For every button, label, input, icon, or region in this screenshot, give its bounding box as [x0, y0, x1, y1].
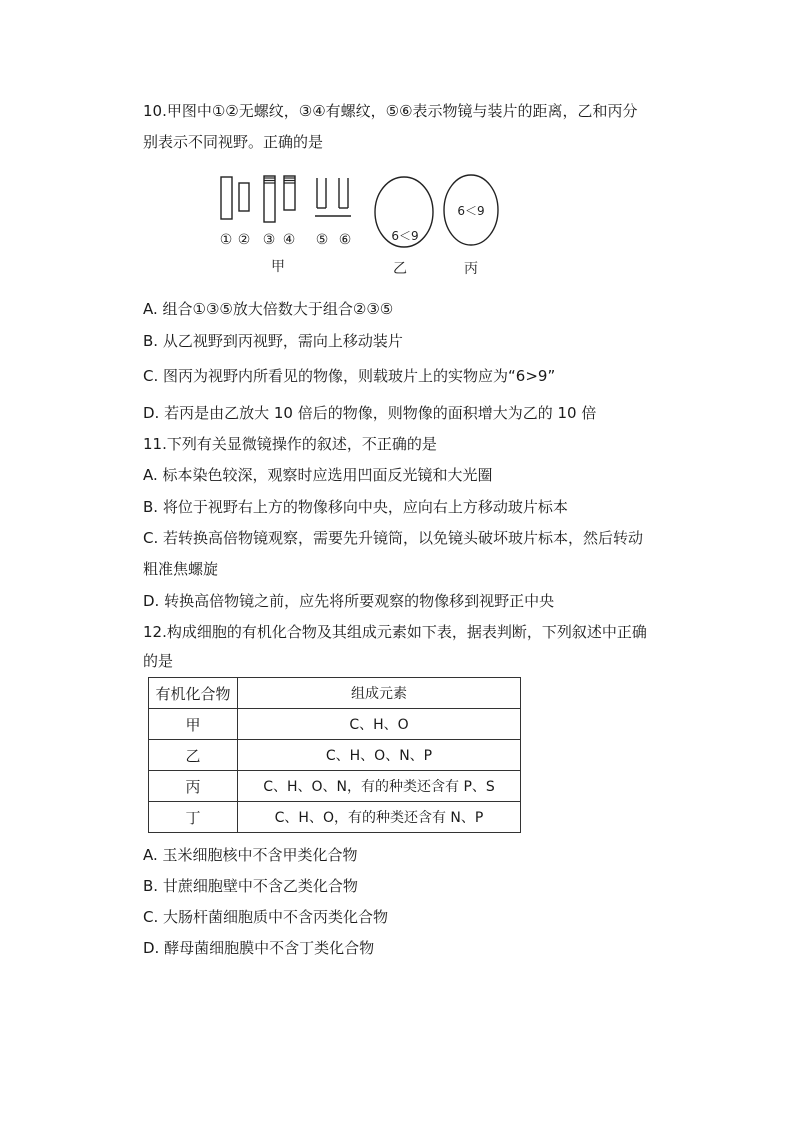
q11-stem: 11.下列有关显微镜操作的叙述，不正确的是: [143, 435, 437, 453]
q12-option-d: D. 酵母菌细胞膜中不含丁类化合物: [143, 939, 375, 957]
figure-label-bing: 丙: [464, 261, 478, 277]
lens-2-eyepiece: [239, 183, 249, 211]
view-bing-text: 6＜9: [457, 204, 485, 218]
view-yi-text: 6＜9: [391, 229, 419, 243]
q10-option-d: D. 若丙是由乙放大 10 倍后的物像，则物像的面积增大为乙的 10 倍: [143, 404, 597, 422]
table-row: [149, 771, 521, 802]
figure-label-jia: 甲: [271, 259, 285, 275]
figure-label-yi: 乙: [393, 261, 407, 277]
q11-option-d: D. 转换高倍物镜之前，应先将所要观察的物像移到视野正中央: [143, 592, 555, 610]
lens-label-6: ⑥: [338, 232, 352, 248]
distance-5-6: [315, 178, 351, 216]
q10-option-a: A. 组合①③⑤放大倍数大于组合②③⑤: [143, 300, 394, 318]
table-cell-compound: 丙: [149, 771, 238, 802]
q11-option-a: A. 标本染色较深，观察时应选用凹面反光镜和大光圈: [143, 466, 493, 484]
q10-option-c: C. 图丙为视野内所看见的物像，则载玻片上的实物应为“6>9”: [143, 367, 556, 385]
q10-option-b: B. 从乙视野到丙视野，需向上移动装片: [143, 332, 403, 350]
table-header-row: [149, 678, 521, 709]
lens-1-eyepiece: [221, 177, 232, 219]
table-row: [149, 802, 521, 833]
lens-3-objective: [264, 176, 275, 222]
table-row: [149, 709, 521, 740]
lens-label-4: ④: [282, 232, 296, 248]
table-cell-compound: 丁: [149, 802, 238, 833]
lens-label-2: ②: [237, 232, 251, 248]
lens-label-3: ③: [262, 232, 276, 248]
q11-option-c-cont: 粗准焦螺旋: [143, 560, 219, 578]
q12-option-a: A. 玉米细胞核中不含甲类化合物: [143, 846, 358, 864]
table-cell-compound: 甲: [149, 709, 238, 740]
table-cell-elements: C、H、O，有的种类还含有 N、P: [238, 802, 521, 833]
table-row: [149, 740, 521, 771]
q12-stem-line2: 的是: [143, 652, 174, 670]
q11-option-c: C. 若转换高倍物镜观察，需要先升镜筒，以免镜头破坏玻片标本，然后转动: [143, 529, 644, 547]
table-cell-elements: C、H、O: [238, 709, 521, 740]
elements-table: [148, 677, 521, 833]
lens-label-5: ⑤: [315, 232, 329, 248]
table-header-elements: 组成元素: [238, 678, 521, 709]
lens-label-1: ①: [219, 232, 233, 248]
q10-stem-line2: 别表示不同视野。正确的是: [143, 133, 324, 151]
table-cell-compound: 乙: [149, 740, 238, 771]
lens-4-objective: [284, 176, 295, 210]
q12-stem-line1: 12.构成细胞的有机化合物及其组成元素如下表，据表判断，下列叙述中正确: [143, 623, 647, 641]
q12-option-c: C. 大肠杆菌细胞质中不含丙类化合物: [143, 908, 389, 926]
table-cell-elements: C、H、O、N，有的种类还含有 P、S: [238, 771, 521, 802]
q10-stem-line1: 10.甲图中①②无螺纹，③④有螺纹，⑤⑥表示物镜与装片的距离，乙和丙分: [143, 102, 638, 120]
table-cell-elements: C、H、O、N、P: [238, 740, 521, 771]
q11-option-b: B. 将位于视野右上方的物像移向中央，应向右上方移动玻片标本: [143, 498, 568, 516]
table-header-compound: 有机化合物: [149, 678, 238, 709]
q12-option-b: B. 甘蔗细胞壁中不含乙类化合物: [143, 877, 358, 895]
microscope-figure: [210, 170, 510, 282]
